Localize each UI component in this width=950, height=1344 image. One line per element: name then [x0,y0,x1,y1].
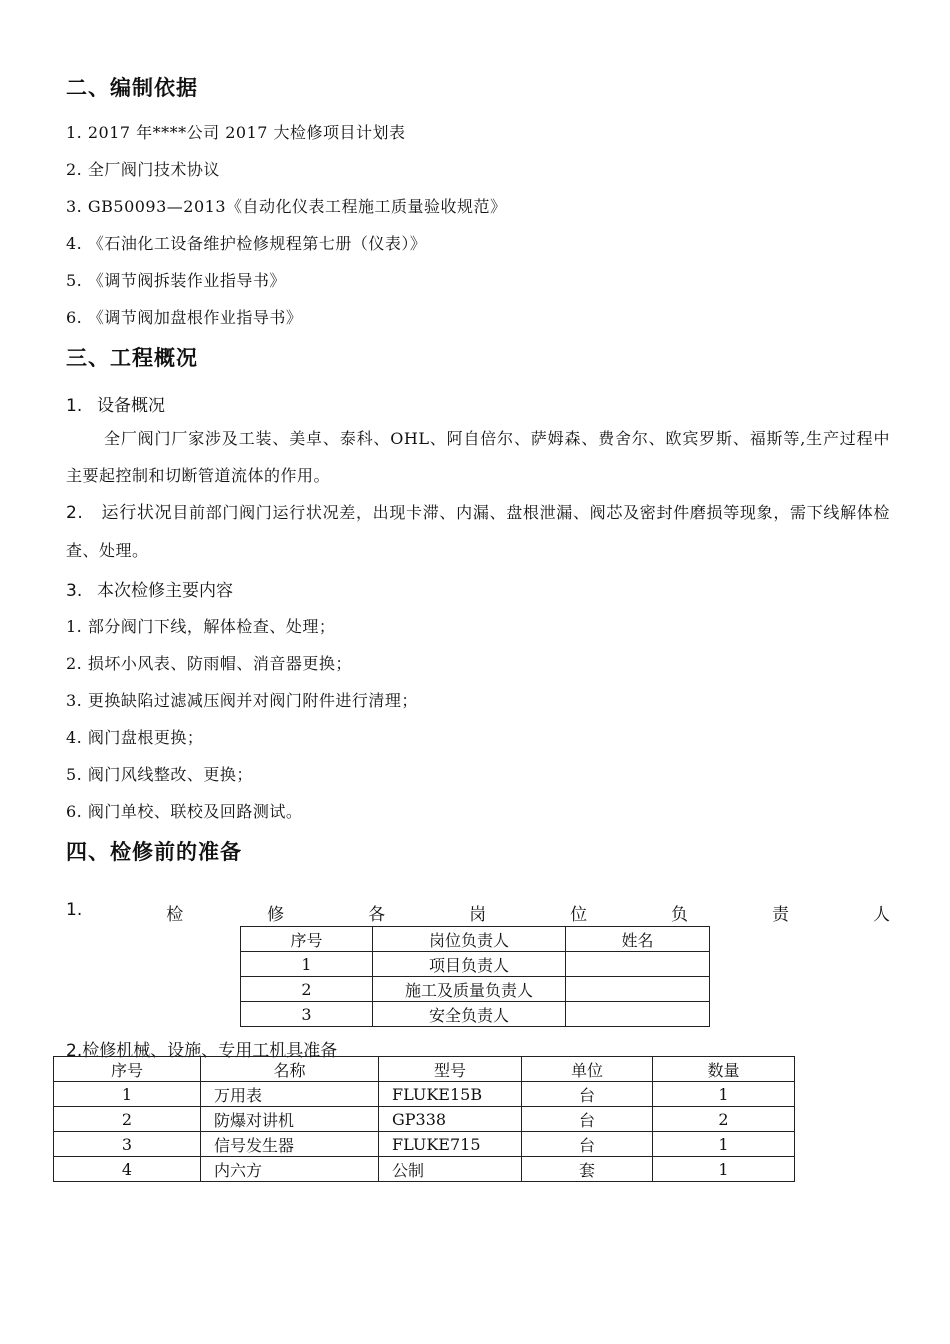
table-cell: FLUKE15B [379,1082,522,1107]
table-cell: 3 [54,1132,201,1157]
table-cell: 公制 [379,1157,522,1182]
equipment-overview-paragraph: 全厂阀门厂家涉及工装、美卓、泰科、OHL、阿自倍尔、萨姆森、费舍尔、欧宾罗斯、福斯等,生产过程中主要起控制和切断管道流体的作用。 [66,429,890,485]
sub-number: 2. [66,503,84,523]
equipment-overview-heading [66,391,165,416]
table-cell: 万用表 [201,1082,379,1107]
tools-table [53,1056,795,1182]
table-cell: 1 [653,1082,795,1107]
table-cell: 台 [522,1107,653,1132]
table-cell: 4 [54,1157,201,1182]
table-row [54,1132,795,1157]
table-header-row [54,1057,795,1082]
table-cell [566,977,710,1002]
header-cell: 单位 [522,1057,653,1082]
table-cell: 1 [54,1082,201,1107]
table-cell: 3 [241,1002,373,1027]
heading-char: 检 [166,905,184,925]
basis-item-6: 6. 《调节阀加盘根作业指导书》 [66,308,303,327]
content-item-4: 4. 阀门盘根更换； [66,728,204,747]
operating-status-text: 目前部门阀门运行状况差，出现卡滞、内漏、盘根泄漏、阀芯及密封件磨损等现象，需下线解体检查、处理。 [66,503,890,560]
table-cell: 2 [241,977,373,1002]
header-cell: 序号 [54,1057,201,1082]
table-cell: 安全负责人 [373,1002,566,1027]
table-cell: 项目负责人 [373,952,566,977]
basis-item-3: 3. GB50093—2013《自动化仪表工程施工质量验收规范》 [66,197,507,216]
heading-char: 岗 [469,905,487,925]
responsible-persons-table [240,926,710,1027]
table-row [241,952,710,977]
heading-char: 1. [66,900,83,920]
header-cell: 姓名 [566,927,710,952]
table-cell [566,952,710,977]
table-row [241,977,710,1002]
table-row [54,1157,795,1182]
content-item-1: 1. 部分阀门下线，解体检查、处理； [66,617,336,636]
table-cell: 防爆对讲机 [201,1107,379,1132]
table-cell: 套 [522,1157,653,1182]
content-item-6: 6. 阀门单校、联校及回路测试。 [66,802,303,821]
sub-number: 3. [66,581,83,601]
overhaul-content-heading [66,576,233,601]
table-cell: 内六方 [201,1157,379,1182]
table-row [241,1002,710,1027]
table-header-row [241,927,710,952]
section4-heading: 四、检修前的准备 [66,840,242,864]
table-row [54,1082,795,1107]
heading-char: 各 [368,905,386,925]
heading-char: 责 [772,905,790,925]
table-cell: 1 [241,952,373,977]
basis-item-2: 2. 全厂阀门技术协议 [66,160,220,179]
content-item-3: 3. 更换缺陷过滤减压阀并对阀门附件进行清理； [66,691,418,710]
table-cell: 2 [653,1107,795,1132]
table-cell: 2 [54,1107,201,1132]
table-cell: FLUKE715 [379,1132,522,1157]
table-cell: 信号发生器 [201,1132,379,1157]
basis-item-1: 1. 2017 年****公司 2017 大检修项目计划表 [66,123,406,142]
operating-status-heading [66,503,172,523]
sub-title: 设备概况 [97,396,165,416]
table-cell: 台 [522,1132,653,1157]
table-cell: 1 [653,1157,795,1182]
header-cell: 型号 [379,1057,522,1082]
header-cell: 数量 [653,1057,795,1082]
header-cell: 名称 [201,1057,379,1082]
section2-heading: 二、编制依据 [66,76,198,100]
sub-title: 本次检修主要内容 [97,581,233,601]
heading-char: 人 [872,905,890,925]
table-cell: 台 [522,1082,653,1107]
basis-item-4: 4. 《石油化工设备维护检修规程第七册（仪表）》 [66,234,427,253]
section3-heading: 三、工程概况 [66,346,198,370]
operating-status-paragraph [66,494,890,569]
table-cell: 施工及质量负责人 [373,977,566,1002]
header-cell: 岗位负责人 [373,927,566,952]
table-cell [566,1002,710,1027]
content-item-2: 2. 损坏小风表、防雨帽、消音器更换； [66,654,352,673]
table-cell: GP338 [379,1107,522,1132]
basis-item-5: 5. 《调节阀拆装作业指导书》 [66,271,286,290]
table-row [54,1107,795,1132]
table-cell: 1 [653,1132,795,1157]
sub-title: 运行状况 [101,503,173,523]
responsible-persons-heading [66,900,890,925]
heading-char: 负 [671,905,689,925]
heading-char: 修 [267,905,285,925]
header-cell: 序号 [241,927,373,952]
heading-char: 位 [570,905,588,925]
sub-number: 1. [66,396,83,416]
content-item-5: 5. 阀门风线整改、更换； [66,765,253,784]
tools-heading: 2.检修机械、设施、专用工机具准备 [66,1041,338,1061]
